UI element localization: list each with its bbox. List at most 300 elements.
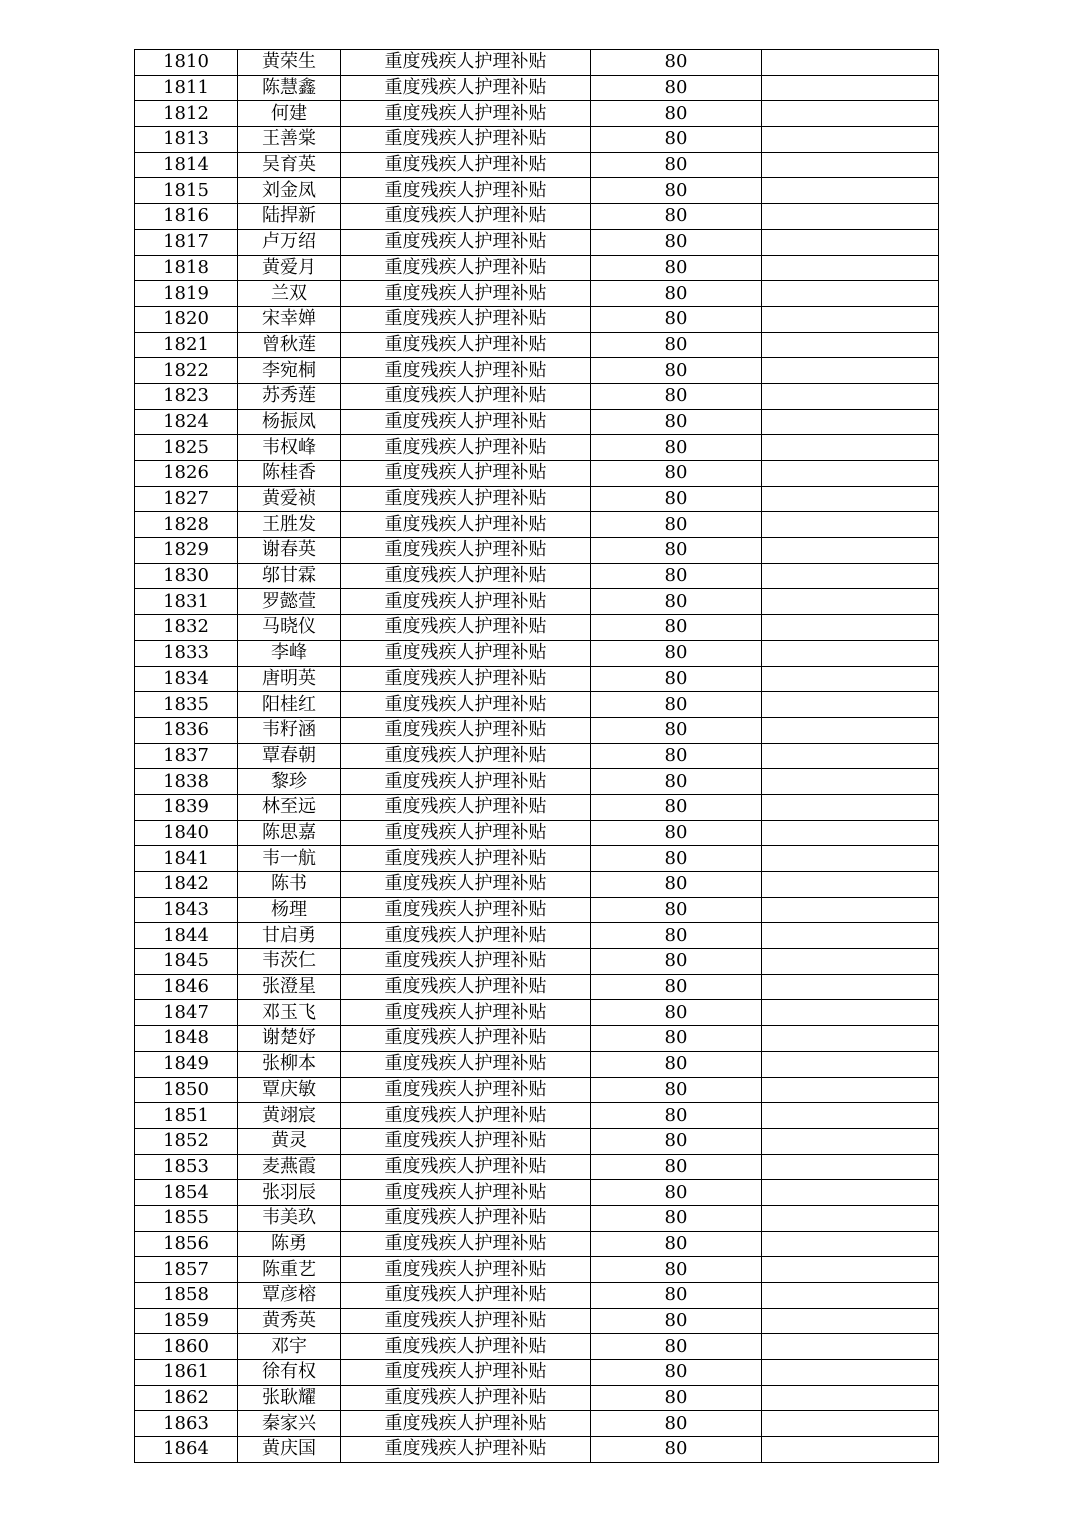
serial-number-cell: 1814: [135, 152, 238, 178]
serial-number-cell: 1811: [135, 75, 238, 101]
table-row: [135, 127, 939, 153]
amount-cell: 80: [591, 538, 762, 564]
note-cell: [762, 1334, 939, 1360]
name-cell: 刘金凤: [238, 178, 341, 204]
note-cell: [762, 332, 939, 358]
serial-number-cell: 1829: [135, 538, 238, 564]
name-cell: 谢楚妤: [238, 1026, 341, 1052]
table-row: [135, 255, 939, 281]
amount-cell: 80: [591, 1205, 762, 1231]
amount-cell: 80: [591, 949, 762, 975]
subsidy-type-cell: 重度残疾人护理补贴: [341, 152, 591, 178]
name-cell: 陈书: [238, 872, 341, 898]
serial-number-cell: 1820: [135, 306, 238, 332]
table-row: [135, 769, 939, 795]
subsidy-type-cell: 重度残疾人护理补贴: [341, 306, 591, 332]
note-cell: [762, 949, 939, 975]
serial-number-cell: 1813: [135, 127, 238, 153]
subsidy-type-cell: 重度残疾人护理补贴: [341, 435, 591, 461]
serial-number-cell: 1862: [135, 1385, 238, 1411]
table-row: [135, 1360, 939, 1386]
subsidy-type-cell: 重度残疾人护理补贴: [341, 50, 591, 76]
serial-number-cell: 1855: [135, 1205, 238, 1231]
amount-cell: 80: [591, 1231, 762, 1257]
name-cell: 兰双: [238, 281, 341, 307]
note-cell: [762, 794, 939, 820]
table-row: [135, 75, 939, 101]
name-cell: 曾秋莲: [238, 332, 341, 358]
name-cell: 宋幸婵: [238, 306, 341, 332]
serial-number-cell: 1835: [135, 692, 238, 718]
subsidy-type-cell: 重度残疾人护理补贴: [341, 383, 591, 409]
table-row: [135, 1154, 939, 1180]
serial-number-cell: 1863: [135, 1411, 238, 1437]
amount-cell: 80: [591, 743, 762, 769]
table-row: [135, 589, 939, 615]
subsidy-type-cell: 重度残疾人护理补贴: [341, 1411, 591, 1437]
amount-cell: 80: [591, 615, 762, 641]
amount-cell: 80: [591, 1385, 762, 1411]
subsidy-type-cell: 重度残疾人护理补贴: [341, 717, 591, 743]
note-cell: [762, 1283, 939, 1309]
table-row: [135, 1308, 939, 1334]
amount-cell: 80: [591, 1154, 762, 1180]
note-cell: [762, 615, 939, 641]
amount-cell: 80: [591, 435, 762, 461]
amount-cell: 80: [591, 1051, 762, 1077]
note-cell: [762, 101, 939, 127]
amount-cell: 80: [591, 589, 762, 615]
note-cell: [762, 383, 939, 409]
amount-cell: 80: [591, 512, 762, 538]
name-cell: 黎珍: [238, 769, 341, 795]
serial-number-cell: 1858: [135, 1283, 238, 1309]
subsidy-type-cell: 重度残疾人护理补贴: [341, 1360, 591, 1386]
serial-number-cell: 1841: [135, 846, 238, 872]
amount-cell: 80: [591, 1360, 762, 1386]
subsidy-type-cell: 重度残疾人护理补贴: [341, 743, 591, 769]
serial-number-cell: 1831: [135, 589, 238, 615]
name-cell: 覃春朝: [238, 743, 341, 769]
name-cell: 卢万绍: [238, 229, 341, 255]
amount-cell: 80: [591, 127, 762, 153]
subsidy-type-cell: 重度残疾人护理补贴: [341, 1231, 591, 1257]
subsidy-type-cell: 重度残疾人护理补贴: [341, 1308, 591, 1334]
table-row: [135, 1257, 939, 1283]
amount-cell: 80: [591, 1077, 762, 1103]
table-row: [135, 1437, 939, 1463]
serial-number-cell: 1824: [135, 409, 238, 435]
subsidy-type-cell: 重度残疾人护理补贴: [341, 1000, 591, 1026]
subsidy-type-cell: 重度残疾人护理补贴: [341, 666, 591, 692]
table-row: [135, 1231, 939, 1257]
note-cell: [762, 589, 939, 615]
note-cell: [762, 281, 939, 307]
name-cell: 黄爱祯: [238, 486, 341, 512]
name-cell: 唐明英: [238, 666, 341, 692]
name-cell: 韦权峰: [238, 435, 341, 461]
amount-cell: 80: [591, 846, 762, 872]
table-row: [135, 1026, 939, 1052]
table-row: [135, 846, 939, 872]
note-cell: [762, 846, 939, 872]
table-row: [135, 538, 939, 564]
table-row: [135, 1385, 939, 1411]
name-cell: 谢春英: [238, 538, 341, 564]
subsidy-type-cell: 重度残疾人护理补贴: [341, 486, 591, 512]
amount-cell: 80: [591, 75, 762, 101]
table-row: [135, 486, 939, 512]
note-cell: [762, 640, 939, 666]
amount-cell: 80: [591, 255, 762, 281]
table-row: [135, 666, 939, 692]
serial-number-cell: 1848: [135, 1026, 238, 1052]
subsidy-type-cell: 重度残疾人护理补贴: [341, 1437, 591, 1463]
note-cell: [762, 204, 939, 230]
table-row: [135, 743, 939, 769]
note-cell: [762, 1103, 939, 1129]
table-row: [135, 1283, 939, 1309]
name-cell: 王善棠: [238, 127, 341, 153]
serial-number-cell: 1815: [135, 178, 238, 204]
amount-cell: 80: [591, 1128, 762, 1154]
amount-cell: 80: [591, 1411, 762, 1437]
note-cell: [762, 820, 939, 846]
name-cell: 张柳本: [238, 1051, 341, 1077]
name-cell: 邓宇: [238, 1334, 341, 1360]
name-cell: 甘启勇: [238, 923, 341, 949]
subsidy-type-cell: 重度残疾人护理补贴: [341, 769, 591, 795]
subsidy-type-cell: 重度残疾人护理补贴: [341, 563, 591, 589]
note-cell: [762, 178, 939, 204]
name-cell: 吴育英: [238, 152, 341, 178]
note-cell: [762, 1257, 939, 1283]
subsidy-type-cell: 重度残疾人护理补贴: [341, 1257, 591, 1283]
note-cell: [762, 769, 939, 795]
serial-number-cell: 1844: [135, 923, 238, 949]
serial-number-cell: 1827: [135, 486, 238, 512]
serial-number-cell: 1861: [135, 1360, 238, 1386]
subsidy-type-cell: 重度残疾人护理补贴: [341, 101, 591, 127]
name-cell: 陆捍新: [238, 204, 341, 230]
serial-number-cell: 1847: [135, 1000, 238, 1026]
table-row: [135, 872, 939, 898]
name-cell: 黄庆国: [238, 1437, 341, 1463]
table-row: [135, 358, 939, 384]
amount-cell: 80: [591, 152, 762, 178]
table-row: [135, 717, 939, 743]
name-cell: 张澄星: [238, 974, 341, 1000]
table-row: [135, 435, 939, 461]
serial-number-cell: 1816: [135, 204, 238, 230]
table-row: [135, 281, 939, 307]
table-row: [135, 461, 939, 487]
note-cell: [762, 1000, 939, 1026]
serial-number-cell: 1822: [135, 358, 238, 384]
serial-number-cell: 1864: [135, 1437, 238, 1463]
subsidy-type-cell: 重度残疾人护理补贴: [341, 332, 591, 358]
serial-number-cell: 1856: [135, 1231, 238, 1257]
serial-number-cell: 1830: [135, 563, 238, 589]
table-row: [135, 229, 939, 255]
serial-number-cell: 1852: [135, 1128, 238, 1154]
name-cell: 阳桂红: [238, 692, 341, 718]
serial-number-cell: 1828: [135, 512, 238, 538]
amount-cell: 80: [591, 692, 762, 718]
note-cell: [762, 461, 939, 487]
subsidy-type-cell: 重度残疾人护理补贴: [341, 640, 591, 666]
subsidy-type-cell: 重度残疾人护理补贴: [341, 872, 591, 898]
table-row: [135, 640, 939, 666]
table-row: [135, 383, 939, 409]
table-row: [135, 332, 939, 358]
name-cell: 林至远: [238, 794, 341, 820]
subsidy-type-cell: 重度残疾人护理补贴: [341, 615, 591, 641]
table-row: [135, 50, 939, 76]
name-cell: 黄灵: [238, 1128, 341, 1154]
note-cell: [762, 692, 939, 718]
name-cell: 陈重艺: [238, 1257, 341, 1283]
note-cell: [762, 75, 939, 101]
name-cell: 王胜发: [238, 512, 341, 538]
amount-cell: 80: [591, 769, 762, 795]
serial-number-cell: 1819: [135, 281, 238, 307]
name-cell: 邓玉飞: [238, 1000, 341, 1026]
amount-cell: 80: [591, 101, 762, 127]
serial-number-cell: 1821: [135, 332, 238, 358]
subsidy-type-cell: 重度残疾人护理补贴: [341, 1283, 591, 1309]
serial-number-cell: 1840: [135, 820, 238, 846]
subsidy-type-cell: 重度残疾人护理补贴: [341, 820, 591, 846]
amount-cell: 80: [591, 563, 762, 589]
subsidy-type-cell: 重度残疾人护理补贴: [341, 1334, 591, 1360]
amount-cell: 80: [591, 1334, 762, 1360]
name-cell: 陈勇: [238, 1231, 341, 1257]
note-cell: [762, 409, 939, 435]
subsidy-type-cell: 重度残疾人护理补贴: [341, 409, 591, 435]
note-cell: [762, 1231, 939, 1257]
amount-cell: 80: [591, 1437, 762, 1463]
table-row: [135, 615, 939, 641]
name-cell: 杨振凤: [238, 409, 341, 435]
subsidy-type-cell: 重度残疾人护理补贴: [341, 204, 591, 230]
name-cell: 徐有权: [238, 1360, 341, 1386]
note-cell: [762, 127, 939, 153]
serial-number-cell: 1854: [135, 1180, 238, 1206]
name-cell: 邬甘霖: [238, 563, 341, 589]
subsidy-type-cell: 重度残疾人护理补贴: [341, 1026, 591, 1052]
name-cell: 陈思嘉: [238, 820, 341, 846]
subsidy-type-cell: 重度残疾人护理补贴: [341, 1051, 591, 1077]
serial-number-cell: 1818: [135, 255, 238, 281]
amount-cell: 80: [591, 794, 762, 820]
note-cell: [762, 538, 939, 564]
amount-cell: 80: [591, 1103, 762, 1129]
serial-number-cell: 1810: [135, 50, 238, 76]
table-row: [135, 101, 939, 127]
amount-cell: 80: [591, 872, 762, 898]
serial-number-cell: 1860: [135, 1334, 238, 1360]
table-row: [135, 820, 939, 846]
amount-cell: 80: [591, 1180, 762, 1206]
note-cell: [762, 229, 939, 255]
amount-cell: 80: [591, 1257, 762, 1283]
note-cell: [762, 1437, 939, 1463]
name-cell: 韦美玖: [238, 1205, 341, 1231]
serial-number-cell: 1817: [135, 229, 238, 255]
subsidy-type-cell: 重度残疾人护理补贴: [341, 949, 591, 975]
subsidy-type-cell: 重度残疾人护理补贴: [341, 358, 591, 384]
serial-number-cell: 1843: [135, 897, 238, 923]
table-row: [135, 563, 939, 589]
note-cell: [762, 486, 939, 512]
serial-number-cell: 1845: [135, 949, 238, 975]
amount-cell: 80: [591, 306, 762, 332]
subsidy-type-cell: 重度残疾人护理补贴: [341, 589, 591, 615]
name-cell: 罗懿萱: [238, 589, 341, 615]
note-cell: [762, 1411, 939, 1437]
amount-cell: 80: [591, 178, 762, 204]
table-row: [135, 1180, 939, 1206]
serial-number-cell: 1825: [135, 435, 238, 461]
amount-cell: 80: [591, 409, 762, 435]
amount-cell: 80: [591, 281, 762, 307]
subsidy-type-cell: 重度残疾人护理补贴: [341, 1154, 591, 1180]
name-cell: 韦一航: [238, 846, 341, 872]
subsidy-table: [134, 49, 939, 1463]
table-row: [135, 692, 939, 718]
name-cell: 李宛桐: [238, 358, 341, 384]
subsidy-type-cell: 重度残疾人护理补贴: [341, 127, 591, 153]
subsidy-type-cell: 重度残疾人护理补贴: [341, 1077, 591, 1103]
amount-cell: 80: [591, 1283, 762, 1309]
note-cell: [762, 1205, 939, 1231]
name-cell: 张羽辰: [238, 1180, 341, 1206]
note-cell: [762, 1026, 939, 1052]
note-cell: [762, 563, 939, 589]
note-cell: [762, 897, 939, 923]
table-row: [135, 794, 939, 820]
note-cell: [762, 1128, 939, 1154]
note-cell: [762, 1051, 939, 1077]
table-row: [135, 178, 939, 204]
table-row: [135, 409, 939, 435]
amount-cell: 80: [591, 1308, 762, 1334]
table-row: [135, 1051, 939, 1077]
subsidy-type-cell: 重度残疾人护理补贴: [341, 1385, 591, 1411]
table-row: [135, 1205, 939, 1231]
amount-cell: 80: [591, 204, 762, 230]
serial-number-cell: 1853: [135, 1154, 238, 1180]
serial-number-cell: 1851: [135, 1103, 238, 1129]
note-cell: [762, 512, 939, 538]
table-row: [135, 974, 939, 1000]
serial-number-cell: 1833: [135, 640, 238, 666]
subsidy-type-cell: 重度残疾人护理补贴: [341, 512, 591, 538]
serial-number-cell: 1823: [135, 383, 238, 409]
table-row: [135, 949, 939, 975]
note-cell: [762, 974, 939, 1000]
subsidy-type-cell: 重度残疾人护理补贴: [341, 1205, 591, 1231]
name-cell: 张耿耀: [238, 1385, 341, 1411]
note-cell: [762, 872, 939, 898]
note-cell: [762, 1385, 939, 1411]
table-row: [135, 1103, 939, 1129]
subsidy-type-cell: 重度残疾人护理补贴: [341, 1180, 591, 1206]
subsidy-type-cell: 重度残疾人护理补贴: [341, 1103, 591, 1129]
note-cell: [762, 717, 939, 743]
subsidy-type-cell: 重度残疾人护理补贴: [341, 1128, 591, 1154]
serial-number-cell: 1826: [135, 461, 238, 487]
table-row: [135, 512, 939, 538]
note-cell: [762, 923, 939, 949]
serial-number-cell: 1842: [135, 872, 238, 898]
name-cell: 麦燕霞: [238, 1154, 341, 1180]
amount-cell: 80: [591, 717, 762, 743]
table-row: [135, 1128, 939, 1154]
subsidy-type-cell: 重度残疾人护理补贴: [341, 255, 591, 281]
subsidy-type-cell: 重度残疾人护理补贴: [341, 692, 591, 718]
name-cell: 韦籽涵: [238, 717, 341, 743]
serial-number-cell: 1832: [135, 615, 238, 641]
amount-cell: 80: [591, 50, 762, 76]
serial-number-cell: 1846: [135, 974, 238, 1000]
amount-cell: 80: [591, 1000, 762, 1026]
serial-number-cell: 1839: [135, 794, 238, 820]
table-row: [135, 204, 939, 230]
amount-cell: 80: [591, 974, 762, 1000]
amount-cell: 80: [591, 383, 762, 409]
name-cell: 秦家兴: [238, 1411, 341, 1437]
subsidy-type-cell: 重度残疾人护理补贴: [341, 897, 591, 923]
serial-number-cell: 1837: [135, 743, 238, 769]
amount-cell: 80: [591, 897, 762, 923]
name-cell: 陈桂香: [238, 461, 341, 487]
table-row: [135, 1334, 939, 1360]
table-row: [135, 897, 939, 923]
subsidy-type-cell: 重度残疾人护理补贴: [341, 461, 591, 487]
serial-number-cell: 1857: [135, 1257, 238, 1283]
serial-number-cell: 1838: [135, 769, 238, 795]
table-row: [135, 1077, 939, 1103]
amount-cell: 80: [591, 1026, 762, 1052]
amount-cell: 80: [591, 332, 762, 358]
name-cell: 李峰: [238, 640, 341, 666]
table-row: [135, 1000, 939, 1026]
note-cell: [762, 50, 939, 76]
name-cell: 黄秀英: [238, 1308, 341, 1334]
table-row: [135, 152, 939, 178]
table-row: [135, 1411, 939, 1437]
name-cell: 陈慧鑫: [238, 75, 341, 101]
note-cell: [762, 1180, 939, 1206]
note-cell: [762, 666, 939, 692]
table-body: [135, 50, 939, 1463]
subsidy-type-cell: 重度残疾人护理补贴: [341, 281, 591, 307]
amount-cell: 80: [591, 640, 762, 666]
note-cell: [762, 435, 939, 461]
name-cell: 覃庆敏: [238, 1077, 341, 1103]
note-cell: [762, 1360, 939, 1386]
amount-cell: 80: [591, 820, 762, 846]
amount-cell: 80: [591, 923, 762, 949]
subsidy-type-cell: 重度残疾人护理补贴: [341, 538, 591, 564]
name-cell: 何建: [238, 101, 341, 127]
note-cell: [762, 743, 939, 769]
serial-number-cell: 1834: [135, 666, 238, 692]
note-cell: [762, 1308, 939, 1334]
name-cell: 马晓仪: [238, 615, 341, 641]
